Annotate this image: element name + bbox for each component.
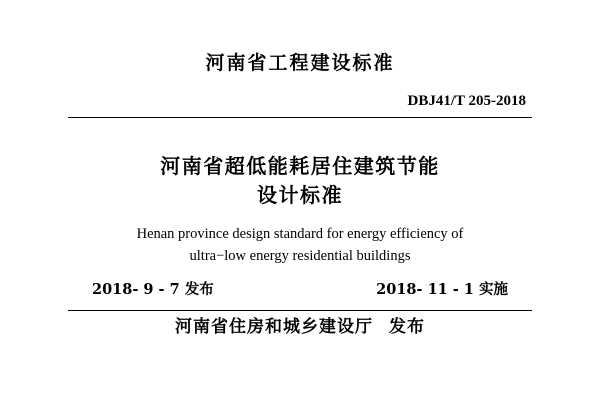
publisher-line [68,312,532,337]
issue-date: 2018- 9 - 7 发布 [92,281,214,298]
standard-code: DBJ41/T 205-2018 [407,93,526,109]
english-title [68,224,532,268]
page-title-line-1: 河南省超低能耗居住建筑节能 [160,154,440,178]
cover-sheet [68,30,532,370]
english-title-line-1: Henan province design standard for energy efficiency of [136,226,464,242]
publisher-name: 河南省住房和城乡建设厅 [175,317,373,337]
publisher-suffix: 发布 [389,317,425,337]
page-title [68,152,532,210]
divider-top [68,117,532,118]
english-title-line-2: ultra−low energy residential buildings [189,247,411,264]
divider-bottom [68,310,532,311]
page-title-line-2: 设计标准 [257,183,343,207]
dates-row [68,278,532,299]
effective-date: 2018- 11 - 1 实施 [376,281,508,298]
standard-series-title: 河南省工程建设标准 [205,52,395,74]
